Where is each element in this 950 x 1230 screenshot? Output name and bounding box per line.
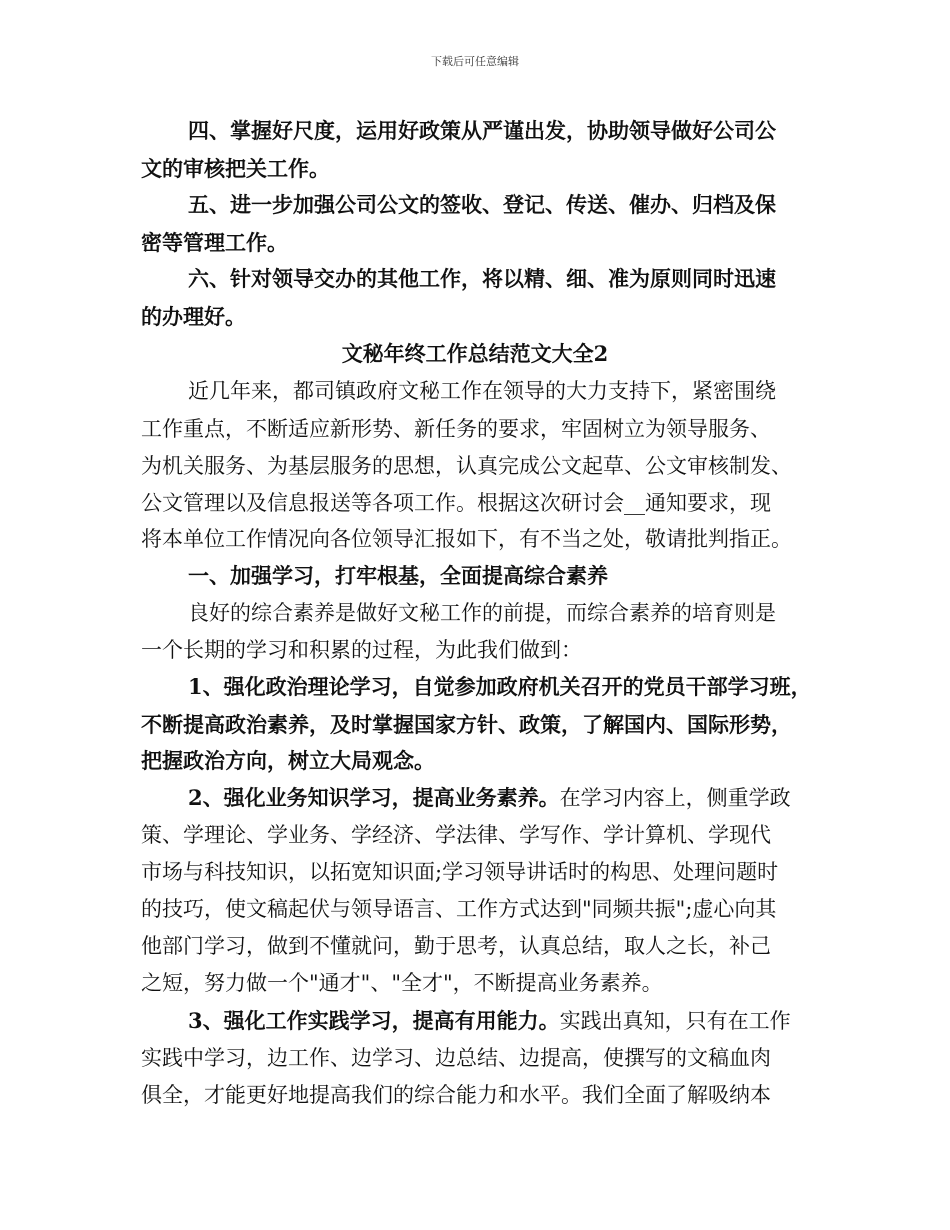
paragraph-line: 密等管理工作。 [141,230,288,255]
paragraph-line: 市场与科技知识，以拓宽知识面;学习领导讲话时的构思、处理问题时 [141,860,779,884]
paragraph-line: 五、进一步加强公司公文的签收、登记、传送、催办、归档及保 [188,192,776,217]
paragraph-line: 俱全，才能更好地提高我们的综合能力和水平。我们全面了解吸纳本 [141,1083,771,1107]
section-title: 文秘年终工作总结范文大全2 [341,341,609,366]
bold-lead: 2、强化业务知识学习，提高业务素养。 [188,785,560,810]
paragraph-line: 策、学理论、学业务、学经济、学法律、学写作、学计算机、学现代 [141,823,771,847]
paragraph-line: 公文管理以及信息报送等各项工作。根据这次研讨会__通知要求，现 [141,491,771,515]
header-note: 下载后可任意编辑 [431,55,519,68]
paragraph-line: 的技巧，使文稿起伏与领导语言、工作方式达到"同频共振";虚心向其 [141,897,777,921]
paragraph-line: 一个长期的学习和积累的过程，为此我们做到： [141,638,582,662]
bold-lead: 3、强化工作实践学习，提高有用能力。 [188,1008,560,1033]
paragraph-line: 文的审核把关工作。 [141,156,330,181]
paragraph-line: 之短，努力做一个"通才"、"全才"，不断提高业务素养。 [141,971,663,995]
regular-tail: 实践出真知，只有在工作 [559,1009,791,1033]
paragraph-line: 的办理好。 [141,304,246,329]
section-heading: 一、加强学习，打牢根基，全面提高综合素养 [188,563,608,588]
paragraph-line: 六、针对领导交办的其他工作，将以精、细、准为原则同时迅速 [188,266,776,291]
paragraph-line: 将本单位工作情况向各位领导汇报如下，有不当之处，敬请批判指正。 [141,527,792,551]
paragraph-line: 不断提高政治素养，及时掌握国家方针、政策，了解国内、国际形势， [141,712,792,737]
paragraph-line: 把握政治方向，树立大局观念。 [141,748,435,773]
regular-tail: 在学习内容上，侧重学政 [559,786,791,810]
paragraph-line: 近几年来，都司镇政府文秘工作在领导的大力支持下，紧密围绕 [188,379,776,403]
paragraph-line: 良好的综合素养是做好文秘工作的前提，而综合素养的培育则是 [188,601,776,625]
paragraph-line: 工作重点，不断适应新形势、新任务的要求，牢固树立为领导服务、 [141,417,771,441]
paragraph-line: 实践中学习，边工作、边学习、边总结、边提高，使撰写的文稿血肉 [141,1046,771,1070]
paragraph-line: 四、掌握好尺度，运用好政策从严谨出发，协助领导做好公司公 [188,118,776,143]
paragraph-line: 为机关服务、为基层服务的思想，认真完成公文起草、公文审核制发、 [141,454,792,478]
paragraph-line [188,1005,791,1035]
paragraph-line: 1、强化政治理论学习，自觉参加政府机关召开的党员干部学习班， [188,674,812,699]
paragraph-line [188,782,791,812]
paragraph-line: 他部门学习，做到不懂就问，勤于思考，认真总结，取人之长，补己 [141,934,771,958]
